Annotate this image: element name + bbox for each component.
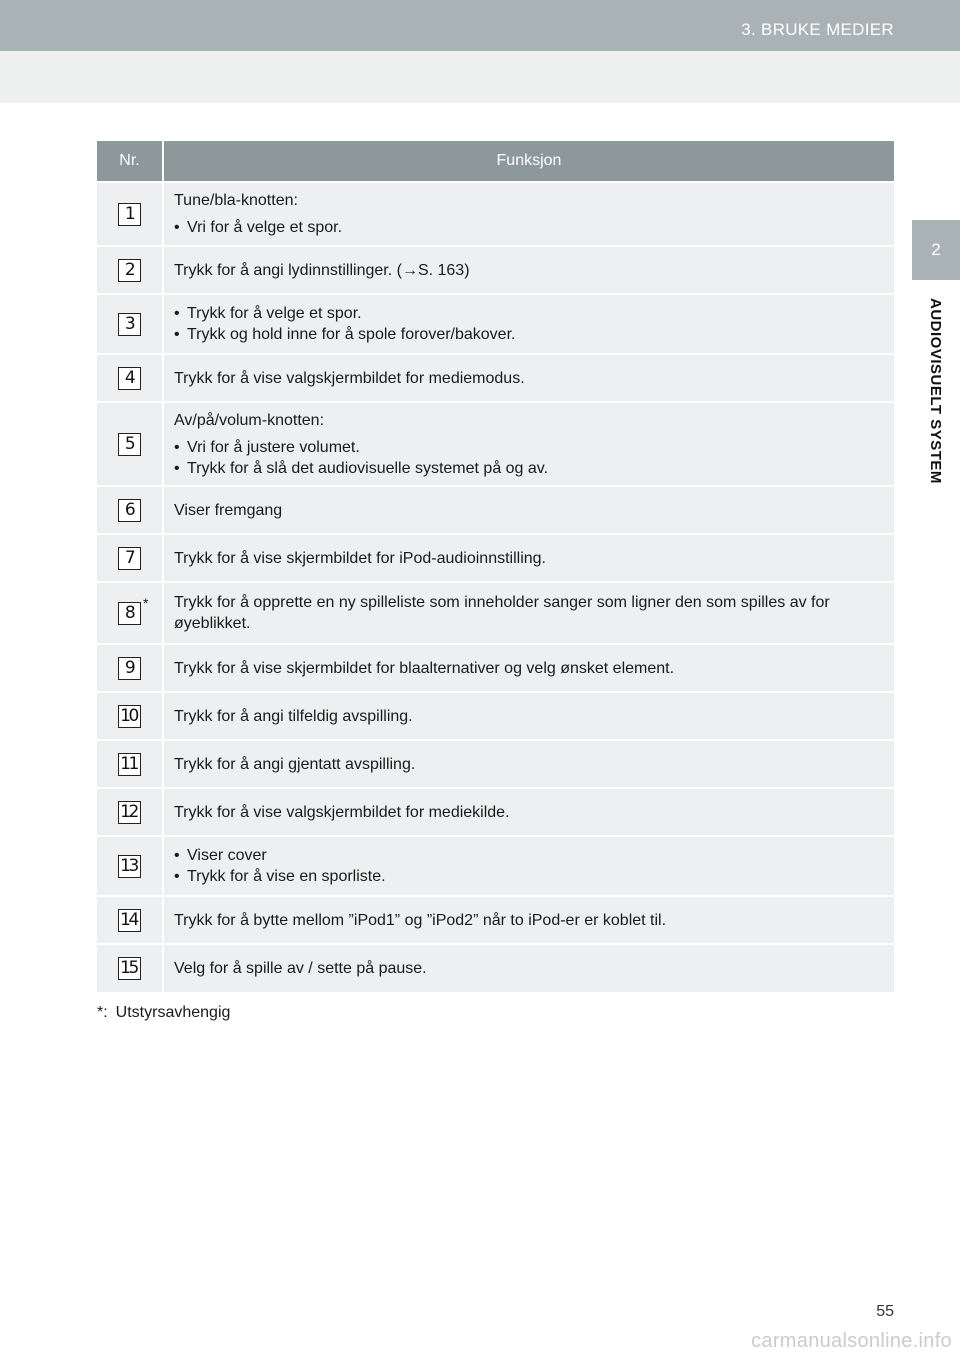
- row-number-cell: [97, 740, 163, 788]
- table-row: [97, 644, 894, 692]
- row-function-cell: [163, 182, 894, 246]
- bullet-list: [174, 845, 884, 887]
- row-text: Velg for å spille av / sette på pause.: [174, 960, 427, 977]
- chapter-label: AUDIOVISUELT SYSTEM: [927, 298, 944, 484]
- table-row: [97, 836, 894, 896]
- row-number-cell: [97, 582, 163, 644]
- row-number-box: 7: [118, 547, 141, 570]
- footnote-text: Utstyrsavhengig: [115, 1004, 231, 1021]
- row-number-cell: [97, 294, 163, 354]
- bullet-list: [174, 437, 884, 479]
- row-function-cell: [163, 896, 894, 944]
- row-text: Trykk for å vise valgskjermbildet for mediemodus.: [174, 369, 525, 387]
- table-row: [97, 788, 894, 836]
- row-function-cell: [163, 692, 894, 740]
- table-row: [97, 896, 894, 944]
- row-number-cell: [97, 402, 163, 486]
- row-number-box: 2: [118, 259, 141, 282]
- row-function-cell: [163, 534, 894, 582]
- row-number-box: 10: [118, 705, 141, 728]
- row-text: Trykk for å angi tilfeldig avspilling.: [174, 707, 413, 725]
- header-subband: [0, 51, 960, 103]
- row-number-cell: [97, 788, 163, 836]
- row-function-cell: [163, 294, 894, 354]
- row-number-cell: [97, 182, 163, 246]
- row-function-cell: [163, 836, 894, 896]
- row-number-cell: [97, 644, 163, 692]
- watermark: carmanualsonline.info: [751, 1330, 952, 1352]
- page-number: 55: [876, 1303, 894, 1320]
- row-text: Viser fremgang: [174, 501, 283, 519]
- table-row: [97, 534, 894, 582]
- row-number-cell: [97, 354, 163, 402]
- row-function-cell: [163, 246, 894, 294]
- row-number-box: 4: [118, 367, 141, 390]
- row-number-cell: [97, 534, 163, 582]
- row-text: Trykk for å vise skjermbildet for iPod-audioinnstilling.: [174, 549, 546, 567]
- bullet-item: • Vri for å justere volumet.: [174, 437, 884, 458]
- table-row: [97, 182, 894, 246]
- table-row: [97, 402, 894, 486]
- header-funksjon: Funksjon: [163, 141, 894, 182]
- row-number-box: 15: [118, 957, 141, 980]
- footnote-marker: *: [143, 595, 149, 611]
- table-row: [97, 486, 894, 534]
- section-title: 3. BRUKE MEDIER: [741, 20, 894, 39]
- row-number-cell: [97, 246, 163, 294]
- table-row: [97, 944, 894, 992]
- row-text: Trykk for å angi lydinnstillinger. (→S. 163): [174, 261, 470, 279]
- row-text: Trykk for å bytte mellom ”iPod1” og ”iPod2” når to iPod-er er koblet til.: [174, 911, 667, 929]
- bullet-item: • Trykk og hold inne for å spole forover/bakover.: [174, 324, 884, 345]
- row-number-box: 12: [118, 801, 141, 824]
- table-header-row: [97, 141, 894, 182]
- row-number-cell: [97, 896, 163, 944]
- row-text: Trykk for å vise valgskjermbildet for mediekilde.: [174, 803, 510, 821]
- table-row: [97, 582, 894, 644]
- function-table: [97, 141, 894, 992]
- row-function-cell: [163, 740, 894, 788]
- bullet-list: [174, 217, 884, 238]
- footnote: [97, 1004, 230, 1022]
- bullet-item: • Trykk for å velge et spor.: [174, 303, 884, 324]
- row-function-cell: [163, 402, 894, 486]
- row-number-cell: [97, 486, 163, 534]
- row-number-cell: [97, 944, 163, 992]
- chapter-tab: 2: [912, 220, 960, 280]
- row-function-cell: [163, 354, 894, 402]
- row-number-box: 8: [118, 602, 141, 625]
- table-row: [97, 354, 894, 402]
- row-number-box: 9: [118, 657, 141, 680]
- row-number-box: 13: [118, 855, 141, 878]
- bullet-list: [174, 303, 884, 345]
- row-number-box: 3: [118, 313, 141, 336]
- row-title: Av/på/volum-knotten:: [174, 411, 325, 429]
- table-body: [97, 182, 894, 992]
- row-function-cell: [163, 788, 894, 836]
- row-function-cell: [163, 944, 894, 992]
- table-row: [97, 692, 894, 740]
- table-row: [97, 246, 894, 294]
- row-number-box: 5: [118, 433, 141, 456]
- bullet-item: • Viser cover: [174, 845, 884, 866]
- row-function-cell: [163, 582, 894, 644]
- bullet-item: • Vri for å velge et spor.: [174, 217, 884, 238]
- row-text: Trykk for å angi gjentatt avspilling.: [174, 755, 416, 773]
- row-function-cell: [163, 486, 894, 534]
- header-nr: Nr.: [97, 141, 163, 182]
- row-text: Trykk for å vise skjermbildet for blaalternativer og velg ønsket element.: [174, 659, 675, 677]
- row-number-cell: [97, 692, 163, 740]
- row-number-box: 11: [118, 753, 141, 776]
- bullet-item: • Trykk for å slå det audiovisuelle systemet på og av.: [174, 458, 884, 479]
- row-number-box: 6: [118, 499, 141, 522]
- bullet-item: • Trykk for å vise en sporliste.: [174, 866, 884, 887]
- table-row: [97, 294, 894, 354]
- row-number-cell: [97, 836, 163, 896]
- table-row: [97, 740, 894, 788]
- footnote-symbol: *:: [97, 1004, 108, 1021]
- row-number-box: 14: [118, 909, 141, 932]
- row-title: Tune/bla-knotten:: [174, 192, 298, 209]
- row-function-cell: [163, 644, 894, 692]
- row-text: Trykk for å opprette en ny spilleliste som inneholder sanger som ligner den som spilles av for øyeblikket.: [174, 594, 830, 632]
- row-number-box: 1: [118, 203, 141, 226]
